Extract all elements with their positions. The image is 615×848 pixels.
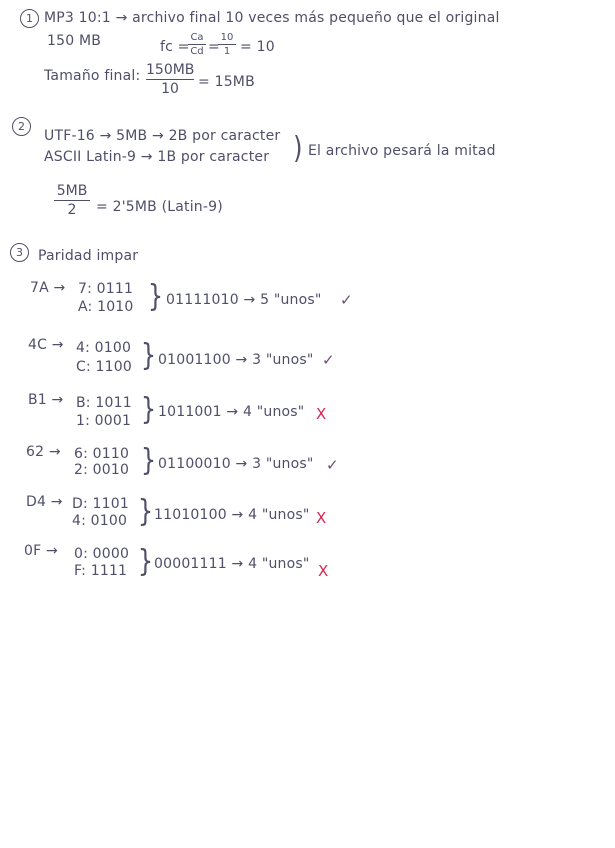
right-brace: } <box>140 392 157 427</box>
row-hex: B1 → <box>28 392 64 408</box>
check-mark: ✓ <box>322 351 335 369</box>
q1-fc-fraction <box>188 32 206 57</box>
row-bits: 01001100 → 3 "unos" <box>158 352 314 368</box>
question-number-2: 2 <box>12 117 31 136</box>
q1-file-size: 150 MB <box>47 33 102 49</box>
row-digit-1: 4: 0100 <box>76 340 132 356</box>
q1-ratio-denominator: 1 <box>223 46 231 57</box>
row-digit-2: F: 1111 <box>74 563 128 579</box>
q1-fc-denominator: Cd <box>190 46 204 57</box>
q1-final-size-label: Tamaño final: <box>44 68 141 84</box>
q2-denominator: 2 <box>67 202 77 218</box>
question-number-3: 3 <box>10 243 29 262</box>
right-brace: } <box>137 544 154 579</box>
q2-utf16-line: UTF-16 → 5MB → 2B por caracter <box>44 128 281 144</box>
row-digit-2: 4: 0100 <box>72 513 128 529</box>
row-digit-2: C: 1100 <box>76 359 132 375</box>
row-bits: 1011001 → 4 "unos" <box>158 404 305 420</box>
row-digit-1: B: 1011 <box>76 395 132 411</box>
fraction-bar <box>54 200 90 201</box>
q1-statement: MP3 10:1 → archivo final 10 veces más pequeño que el original <box>44 10 500 26</box>
right-brace: } <box>137 494 154 529</box>
cross-mark: X <box>316 405 327 423</box>
q1-fc-numerator: Ca <box>190 32 204 43</box>
question-number-1: 1 <box>20 9 39 28</box>
row-digit-1: 0: 0000 <box>74 546 130 562</box>
q1-final-result: = 15MB <box>198 74 255 90</box>
row-hex: 0F → <box>24 543 58 559</box>
row-hex: D4 → <box>26 494 63 510</box>
q2-conclusion: El archivo pesará la mitad <box>308 143 496 159</box>
check-mark: ✓ <box>340 291 353 309</box>
cross-mark: X <box>318 562 329 580</box>
row-hex: 7A → <box>30 280 66 296</box>
check-mark: ✓ <box>326 456 339 474</box>
q1-fc-label: fc = <box>160 39 190 55</box>
row-digit-1: D: 1101 <box>72 496 129 512</box>
fraction-bar <box>188 44 206 45</box>
row-bits: 00001111 → 4 "unos" <box>154 556 310 572</box>
right-brace: } <box>140 443 157 478</box>
row-bits: 01111010 → 5 "unos" <box>166 292 322 308</box>
row-digit-1: 7: 0111 <box>78 281 134 297</box>
q2-ascii-line: ASCII Latin-9 → 1B por caracter <box>44 149 270 165</box>
row-digit-2: A: 1010 <box>78 299 134 315</box>
q1-ratio-fraction <box>218 32 236 57</box>
row-digit-2: 1: 0001 <box>76 413 132 429</box>
q1-equals: = <box>208 39 220 55</box>
q1-ratio-numerator: 10 <box>220 32 234 43</box>
fraction-bar <box>218 44 236 45</box>
row-hex: 62 → <box>26 444 61 460</box>
q1-final-denominator: 10 <box>161 81 179 97</box>
q2-result: = 2'5MB (Latin-9) <box>96 199 223 215</box>
right-brace: } <box>147 279 164 314</box>
row-bits: 11010100 → 4 "unos" <box>154 507 310 523</box>
fraction-bar <box>146 79 194 80</box>
right-brace: } <box>140 338 157 373</box>
q2-fraction <box>54 183 90 218</box>
q1-final-numerator: 150MB <box>146 62 195 78</box>
cross-mark: X <box>316 509 327 527</box>
right-brace: ) <box>293 131 303 166</box>
q2-numerator: 5MB <box>56 183 88 199</box>
q1-final-fraction <box>146 62 194 97</box>
row-bits: 01100010 → 3 "unos" <box>158 456 314 472</box>
row-hex: 4C → <box>28 337 64 353</box>
q1-fc-result: = 10 <box>240 39 275 55</box>
row-digit-1: 6: 0110 <box>74 446 130 462</box>
q3-title: Paridad impar <box>38 248 139 264</box>
row-digit-2: 2: 0010 <box>74 462 130 478</box>
